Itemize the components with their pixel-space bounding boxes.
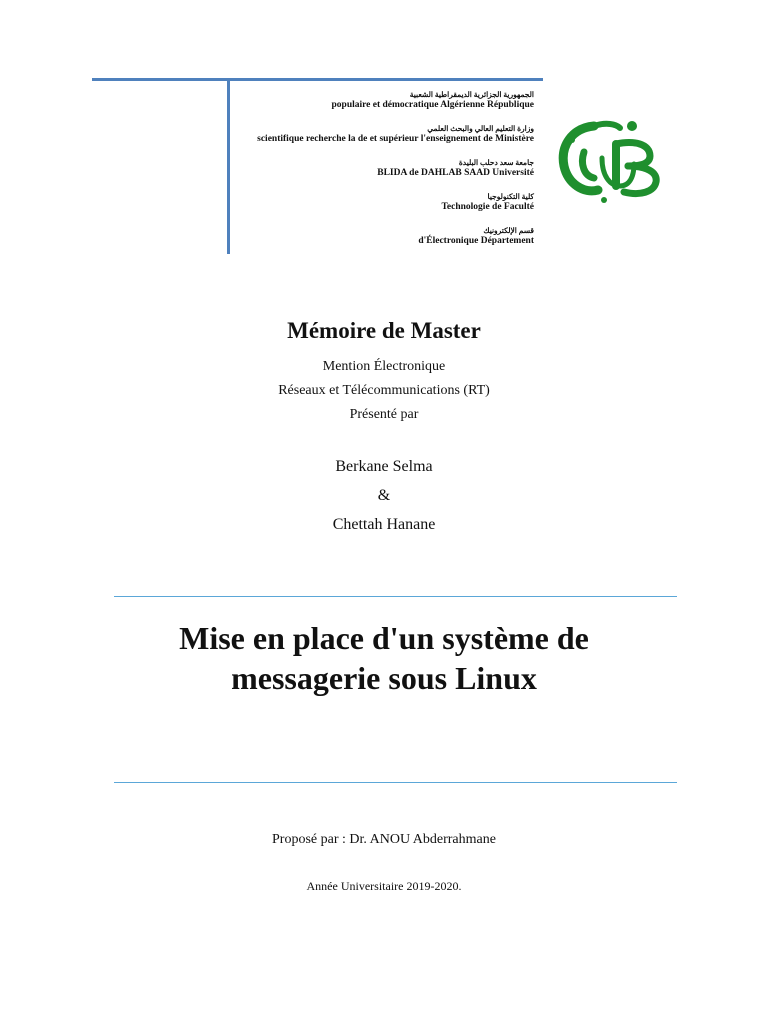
supervisor-text: Proposé par : Dr. ANOU Abderrahmane: [272, 832, 496, 847]
header-line-university: [377, 158, 534, 179]
header-arabic-text: كلية التكنولوجيا: [487, 192, 534, 201]
header-line-faculty: [441, 192, 534, 213]
header-french-text: BLIDA de DAHLAB SAAD Université: [377, 168, 534, 178]
header-arabic-text: قسم الإلكترونيك: [483, 226, 534, 235]
presented-by-text: Présenté par: [349, 407, 419, 422]
header-french-text: d'Électronique Département: [418, 236, 534, 246]
title-top-divider: [114, 596, 677, 597]
mention-text: Mention Électronique: [322, 359, 446, 374]
university-logo-icon: [554, 114, 666, 206]
thesis-title-line: messagerie sous Linux: [231, 660, 537, 696]
header-line-ministry: [257, 124, 534, 145]
thesis-title-line: Mise en place d'un système de: [179, 620, 589, 656]
header-line-department: [418, 226, 534, 247]
thesis-title: [0, 618, 768, 698]
title-bottom-divider: [114, 782, 677, 783]
specialite-text: Réseaux et Télécommunications (RT): [278, 383, 490, 398]
memoire-title: Mémoire de Master: [287, 318, 481, 343]
header-line-republic: [332, 90, 535, 111]
header-arabic-text: جامعة سعد دحلب البليدة: [458, 158, 534, 167]
author-name: Berkane Selma: [335, 458, 433, 475]
header-horizontal-rule: [92, 78, 543, 81]
header-arabic-text: وزارة التعليم العالي والبحث العلمي: [427, 124, 534, 133]
author-name: Chettah Hanane: [332, 516, 436, 533]
academic-year-text: Année Universitaire 2019-2020.: [306, 879, 462, 893]
header-french-text: Technologie de Faculté: [441, 202, 534, 212]
header-french-text: scientifique recherche la de et supérieur l'enseignement de Ministère: [257, 134, 534, 144]
header-french-text: populaire et démocratique Algérienne République: [331, 100, 534, 110]
header-arabic-text: الجمهورية الجزائرية الديمقراطية الشعبية: [409, 90, 534, 99]
author-separator: &: [377, 487, 391, 504]
header-vertical-rule: [227, 78, 230, 254]
